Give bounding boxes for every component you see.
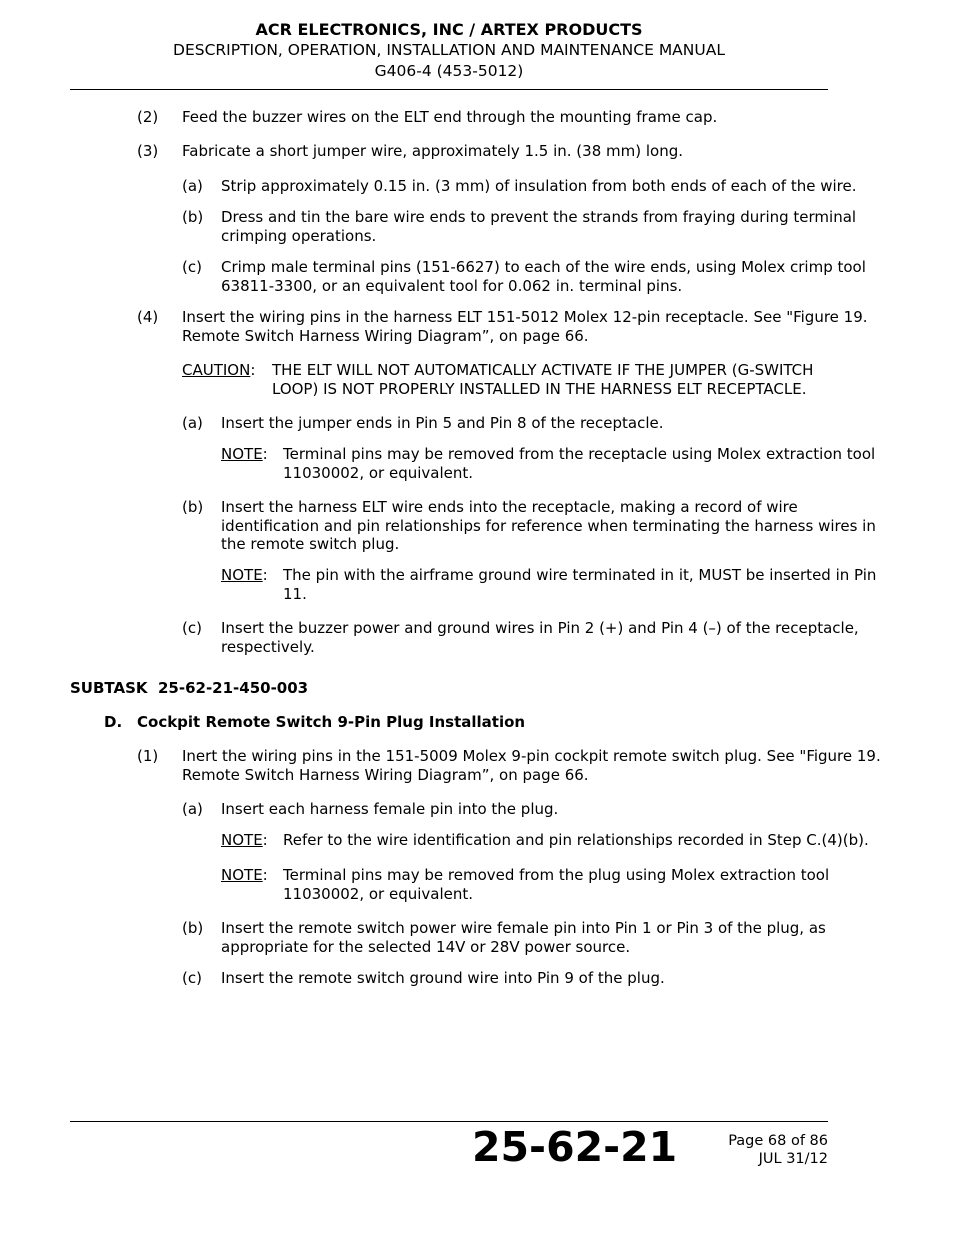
substep-letter: (c) [182, 969, 202, 987]
text-line: 11030002, or equivalent. [283, 463, 474, 482]
step-text [182, 747, 881, 784]
header-rule [70, 89, 828, 90]
substep-letter: (a) [182, 800, 203, 818]
text-line: Inert the wiring pins in the 151-5009 Molex 9-pin cockpit remote switch plug. See "Figure 19. [182, 747, 881, 765]
chapter-code: 25-62-21 [472, 1123, 678, 1171]
text-line: Terminal pins may be removed from the plug using Molex extraction tool [283, 866, 830, 884]
text-line: the remote switch plug. [221, 535, 400, 553]
note-text [283, 831, 869, 850]
substep-text [221, 258, 866, 295]
text-line: respectively. [221, 637, 315, 656]
substep-letter: (b) [182, 919, 204, 937]
substep-text [221, 208, 856, 245]
caution-label: CAUTION: [182, 361, 256, 379]
text-line: The pin with the airframe ground wire terminated in it, MUST be inserted in Pin [283, 566, 877, 584]
substep-letter: (c) [182, 258, 202, 276]
text-line: Insert the wiring pins in the harness ELT 151-5012 Molex 12-pin receptacle. See "Figure 19. [182, 308, 868, 326]
substep-text: Strip approximately 0.15 in. (3 mm) of insulation from both ends of each of the wire. [221, 177, 857, 195]
substep-letter: (a) [182, 177, 203, 195]
note-label: NOTE: [221, 831, 268, 849]
text-line: appropriate for the selected 14V or 28V power source. [221, 937, 631, 956]
text-line: Insert the remote switch power wire female pin into Pin 1 or Pin 3 of the plug, as [221, 919, 826, 937]
text-line: crimping operations. [221, 226, 377, 245]
substep-text [221, 498, 876, 554]
footer-rule [70, 1121, 828, 1122]
text-line: Insert the buzzer power and ground wires in Pin 2 (+) and Pin 4 (–) of the receptacle, [221, 619, 859, 637]
step-number: (4) [137, 308, 159, 326]
note-text [283, 866, 829, 903]
note-label: NOTE: [221, 445, 268, 463]
text-line: LOOP) IS NOT PROPERLY INSTALLED IN THE HARNESS ELT RECEPTACLE. [272, 379, 807, 398]
revision-date: JUL 31/12 [758, 1151, 828, 1167]
substep-text: Insert the jumper ends in Pin 5 and Pin 8 of the receptacle. [221, 414, 664, 432]
substep-text: Insert the remote switch ground wire into Pin 9 of the plug. [221, 969, 665, 987]
text-line: identification and pin relationships for reference when terminating the harness wires in [221, 516, 876, 535]
substep-letter: (c) [182, 619, 202, 637]
model-number: G406-4 (453-5012) [374, 62, 524, 80]
text-line: Refer to the wire identification and pin relationships recorded in Step C.(4)(b). [283, 831, 869, 849]
note-label: NOTE: [221, 866, 268, 884]
page-number: Page 68 of 86 [728, 1133, 828, 1149]
text-line: Terminal pins may be removed from the receptacle using Molex extraction tool [283, 445, 876, 463]
text-line: Remote Switch Harness Wiring Diagram”, on page 66. [182, 326, 589, 345]
text-line: 11030002, or equivalent. [283, 884, 474, 903]
substep-letter: (a) [182, 414, 203, 432]
substep-text [221, 919, 826, 956]
substep-letter: (b) [182, 208, 204, 226]
section-title: Cockpit Remote Switch 9-Pin Plug Installation [137, 713, 526, 731]
manual-title: DESCRIPTION, OPERATION, INSTALLATION AND MAINTENANCE MANUAL [173, 41, 725, 59]
step-text [182, 308, 868, 345]
note-label: NOTE: [221, 566, 268, 584]
substep-text: Insert each harness female pin into the plug. [221, 800, 559, 818]
text-line: Crimp male terminal pins (151-6627) to each of the wire ends, using Molex crimp tool [221, 258, 866, 276]
text-line: Dress and tin the bare wire ends to prevent the strands from fraying during terminal [221, 208, 857, 226]
step-text: Fabricate a short jumper wire, approximately 1.5 in. (38 mm) long. [182, 142, 683, 160]
subtask-heading: SUBTASK 25-62-21-450-003 [70, 679, 309, 697]
text-line: 63811-3300, or an equivalent tool for 0.062 in. terminal pins. [221, 276, 683, 295]
note-text [283, 566, 876, 603]
substep-letter: (b) [182, 498, 204, 516]
step-number: (2) [137, 108, 159, 126]
substep-text [221, 619, 859, 656]
step-number: (1) [137, 747, 159, 765]
section-letter: D. [104, 713, 123, 731]
text-line: Insert the harness ELT wire ends into the receptacle, making a record of wire [221, 498, 798, 516]
note-text [283, 445, 875, 482]
step-number: (3) [137, 142, 159, 160]
caution-text [272, 361, 813, 398]
document-header [70, 19, 828, 82]
text-line: THE ELT WILL NOT AUTOMATICALLY ACTIVATE IF THE JUMPER (G-SWITCH [272, 361, 814, 379]
step-text: Feed the buzzer wires on the ELT end through the mounting frame cap. [182, 108, 718, 126]
company-name: ACR ELECTRONICS, INC / ARTEX PRODUCTS [255, 20, 643, 39]
text-line: 11. [283, 584, 307, 603]
text-line: Remote Switch Harness Wiring Diagram”, on page 66. [182, 765, 589, 784]
page-info [700, 1132, 828, 1168]
